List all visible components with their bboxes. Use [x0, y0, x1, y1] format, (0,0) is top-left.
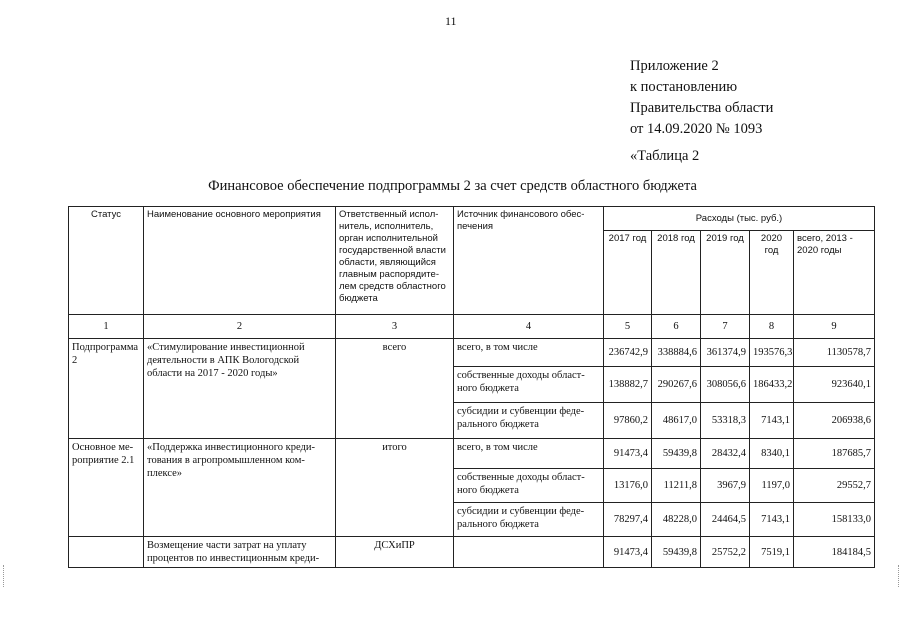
- table-mark: «Таблица 2: [630, 148, 700, 164]
- value-2019: 25752,2: [701, 537, 750, 568]
- value-total: 158133,0: [794, 503, 875, 537]
- value-2018: 48617,0: [652, 403, 701, 439]
- col-number: 2: [144, 315, 336, 339]
- value-total: 1130578,7: [794, 339, 875, 367]
- row-name: Возмещение части затрат на уплату процентов по инвестиционным креди-: [144, 537, 336, 568]
- value-2019: 308056,6: [701, 367, 750, 403]
- value-2017: 91473,4: [604, 537, 652, 568]
- row-status: [69, 537, 144, 568]
- table-row: [69, 339, 875, 367]
- table-row: [69, 439, 875, 469]
- value-2017: 138882,7: [604, 367, 652, 403]
- row-name: «Стимулирование инвестиционной деятельности в АПК Вологодской области на 2017 - 2020 годы»: [144, 339, 336, 439]
- row-responsible: всего: [336, 339, 454, 439]
- appendix-block: [630, 56, 773, 140]
- row-source: всего, в том числе: [454, 339, 604, 367]
- value-2019: 3967,9: [701, 469, 750, 503]
- appendix-line-1: Приложение 2: [630, 58, 719, 74]
- value-2020: 7519,1: [750, 537, 794, 568]
- value-2020: 7143,1: [750, 503, 794, 537]
- header-status: Статус: [69, 207, 144, 315]
- row-source: субсидии и субвенции феде-рального бюджета: [454, 403, 604, 439]
- value-2017: 13176,0: [604, 469, 652, 503]
- row-name: «Поддержка инвестиционного креди-тования в агропромышленном ком-плексе»: [144, 439, 336, 537]
- col-number: 6: [652, 315, 701, 339]
- value-2019: 24464,5: [701, 503, 750, 537]
- header-year-2020: 2020 год: [750, 231, 794, 315]
- value-2017: 236742,9: [604, 339, 652, 367]
- scan-edge-mark-right: [898, 565, 901, 587]
- value-total: 184184,5: [794, 537, 875, 568]
- column-number-row: [69, 315, 875, 339]
- value-2020: 7143,1: [750, 403, 794, 439]
- value-total: 923640,1: [794, 367, 875, 403]
- value-2017: 97860,2: [604, 403, 652, 439]
- value-2017: 91473,4: [604, 439, 652, 469]
- page-number: 11: [445, 14, 457, 28]
- value-2019: 361374,9: [701, 339, 750, 367]
- col-number: 3: [336, 315, 454, 339]
- table-caption: Финансовое обеспечение подпрограммы 2 за счет средств областного бюджета: [208, 178, 697, 194]
- appendix-line-4: от 14.09.2020 № 1093: [630, 121, 763, 137]
- value-2020: 193576,3: [750, 339, 794, 367]
- header-total: всего, 2013 - 2020 годы: [794, 231, 875, 315]
- value-2020: 8340,1: [750, 439, 794, 469]
- row-source: всего, в том числе: [454, 439, 604, 469]
- header-year-2017: 2017 год: [604, 231, 652, 315]
- col-number: 8: [750, 315, 794, 339]
- value-2018: 290267,6: [652, 367, 701, 403]
- col-number: 5: [604, 315, 652, 339]
- table-row: [69, 537, 875, 568]
- col-number: 7: [701, 315, 750, 339]
- value-2020: 1197,0: [750, 469, 794, 503]
- finance-table: [68, 206, 875, 568]
- appendix-line-2: к постановлению: [630, 79, 738, 95]
- header-name: Наименование основного мероприятия: [144, 207, 336, 315]
- scan-edge-mark-left: [3, 565, 6, 587]
- row-source: субсидии и субвенции феде-рального бюджета: [454, 503, 604, 537]
- row-status: Подпрограмма 2: [69, 339, 144, 439]
- header-expenses: Расходы (тыс. руб.): [604, 207, 875, 231]
- header-source: Источник финансового обес-печения: [454, 207, 604, 315]
- value-2018: 48228,0: [652, 503, 701, 537]
- value-2019: 28432,4: [701, 439, 750, 469]
- col-number: 4: [454, 315, 604, 339]
- row-source: собственные доходы област-ного бюджета: [454, 367, 604, 403]
- value-total: 29552,7: [794, 469, 875, 503]
- col-number: 9: [794, 315, 875, 339]
- header-year-2019: 2019 год: [701, 231, 750, 315]
- row-status: Основное ме-роприятие 2.1: [69, 439, 144, 537]
- row-source: собственные доходы област-ного бюджета: [454, 469, 604, 503]
- row-source: [454, 537, 604, 568]
- appendix-line-3: Правительства области: [630, 100, 774, 116]
- header-responsible: Ответственный испол-нитель, исполнитель, орган исполнительной государственной власти области, являющийся главным распорядите-лем средств областного бюджета: [336, 207, 454, 315]
- value-2018: 59439,8: [652, 439, 701, 469]
- row-responsible: итого: [336, 439, 454, 537]
- row-responsible: ДСХиПР: [336, 537, 454, 568]
- value-2018: 59439,8: [652, 537, 701, 568]
- value-2019: 53318,3: [701, 403, 750, 439]
- value-2020: 186433,2: [750, 367, 794, 403]
- col-number: 1: [69, 315, 144, 339]
- header-year-2018: 2018 год: [652, 231, 701, 315]
- value-2018: 338884,6: [652, 339, 701, 367]
- value-2017: 78297,4: [604, 503, 652, 537]
- value-2018: 11211,8: [652, 469, 701, 503]
- value-total: 206938,6: [794, 403, 875, 439]
- value-total: 187685,7: [794, 439, 875, 469]
